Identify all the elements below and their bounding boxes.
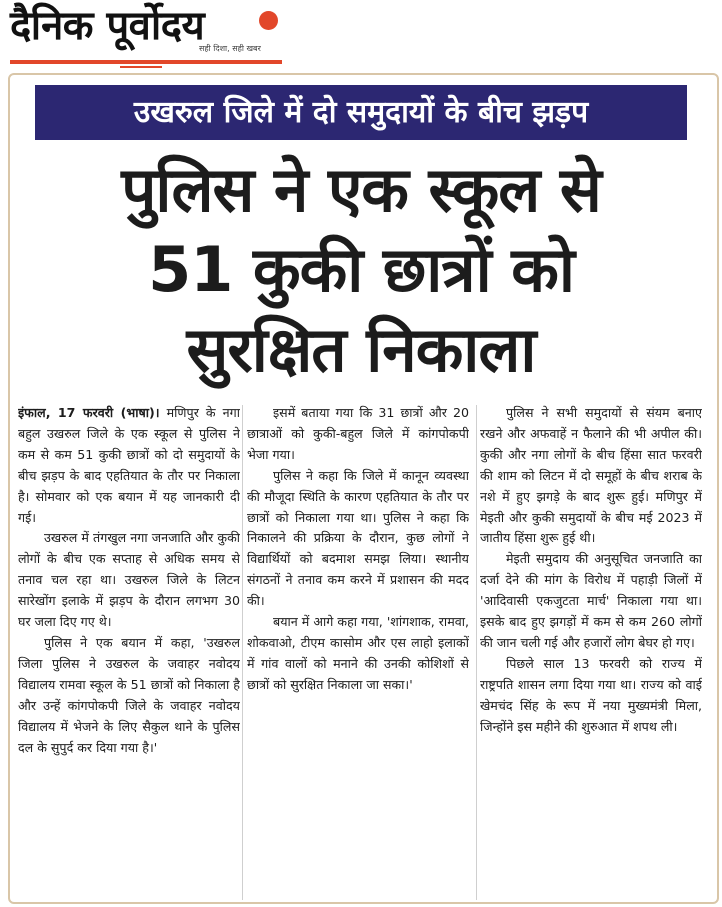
article-column-1	[18, 403, 240, 900]
headline-line: 51 कुकी छात्रों को	[148, 233, 574, 306]
logo-dot-icon	[259, 11, 278, 30]
article-column-3	[480, 403, 702, 900]
article-paragraph: पुलिस ने कहा कि जिले में कानून व्यवस्था की मौजूदा स्थिति के कारण एहतियात के तौर पर छात्रों को निकाला गया था। पुलिस ने कहा कि निकालने की प्रक्रिया के दौरान, कुछ लोगों ने विद्यार्थियों को बदमाश समझ लिया। स्थानीय संगठनों ने तनाव कम करने में प्रशासन की मदद की।	[247, 467, 469, 609]
article-paragraph: पुलिस ने एक बयान में कहा, 'उखरुल जिला पुलिस ने उखरुल के जवाहर नवोदय विद्यालय रामवा स्कूल के 51 छात्रों को निकाला है और उन्हें कांगपोकपी जिले के जवाहर नवोदय विद्यालय में भेजने के लिए सैकुल थाने के पुलिस दल के सुपुर्द कर दिया गया है।'	[18, 634, 240, 755]
article-paragraph: मेइती समुदाय की अनुसूचित जनजाति का दर्जा देने की मांग के विरोध में पहाड़ी जिलों में 'आदिवासी एकजुटता मार्च' निकाला गया था। इसके बाद हुए झगड़ों में कम से कम 260 लोगों की जान चली गई और हजारों लोग बेघर हो गए।	[480, 551, 702, 650]
article-paragraph: उखरुल में तंगखुल नगा जनजाति और कुकी लोगों के बीच एक सप्ताह से अधिक समय से तनाव चल रहा था। उखरुल जिले के लिटन सारेखोंग इलाके में झड़प के दौरान लगभग 30 घर जला दिए गए थे।	[18, 530, 240, 630]
article-paragraph: बयान में आगे कहा गया, 'शांगशाक, रामवा, शोकवाओ, टीएम कासोम और एस लाहो इलाकों में गांव वालों को मनाने की उनकी कोशिशों से छात्रों को सुरक्षित निकाला जा सका।'	[247, 614, 469, 692]
masthead-accent-line	[120, 66, 162, 68]
article-paragraph: पिछले साल 13 फरवरी को राज्य में राष्ट्रपति शासन लगा दिया गया था। राज्य को वाई खेमचंद सिंह के रूप में नया मुख्यमंत्री मिला, जिन्होंने इस महीने की शुरुआत में शपथ ली।	[480, 655, 702, 734]
headline-line: सुरक्षित निकाला	[186, 313, 536, 386]
article-body	[18, 403, 714, 900]
article-paragraph: इसमें बताया गया कि 31 छात्रों और 20 छात्राओं को कुकी-बहुल जिले में कांगपोकपी भेजा गया।	[247, 405, 469, 462]
article-column-2	[247, 403, 469, 900]
article-paragraph: इंफाल, 17 फरवरी (भाषा)। मणिपुर के नगा बहुल उखरुल जिले के एक स्कूल से पुलिस ने कम से कम 51 कुकी छात्रों को दो समुदायों के बीच झड़प के बाद एहतियात के तौर पर निकाला है। सोमवार को एक बयान में यह जानकारी दी गई।	[18, 405, 240, 525]
article-headline	[12, 150, 710, 390]
masthead	[0, 0, 722, 66]
article-kicker: उखरुल जिले में दो समुदायों के बीच झड़प	[35, 85, 687, 140]
article-dateline: इंफाल, 17 फरवरी (भाषा)।	[18, 405, 160, 420]
headline-line: पुलिस ने एक स्कूल से	[121, 153, 601, 226]
article-paragraph: पुलिस ने सभी समुदायों से संयम बनाए रखने और अफवाहें न फैलाने की भी अपील की। कुकी और नगा लोगों के बीच हिंसा सात फरवरी की शाम को लिटन में दो समूहों के बीच शराब के नशे में हुए झगड़े के बाद शुरू हुई। मणिपुर में मेइती और कुकी समुदायों के बीच मई 2023 में जातीय हिंसा शुरू हुई थी।	[480, 405, 702, 546]
newspaper-title: दैनिक पूर्वोदय	[10, 2, 205, 49]
newspaper-tagline: सही दिशा, सही खबर	[199, 44, 261, 53]
masthead-underline	[10, 60, 282, 64]
